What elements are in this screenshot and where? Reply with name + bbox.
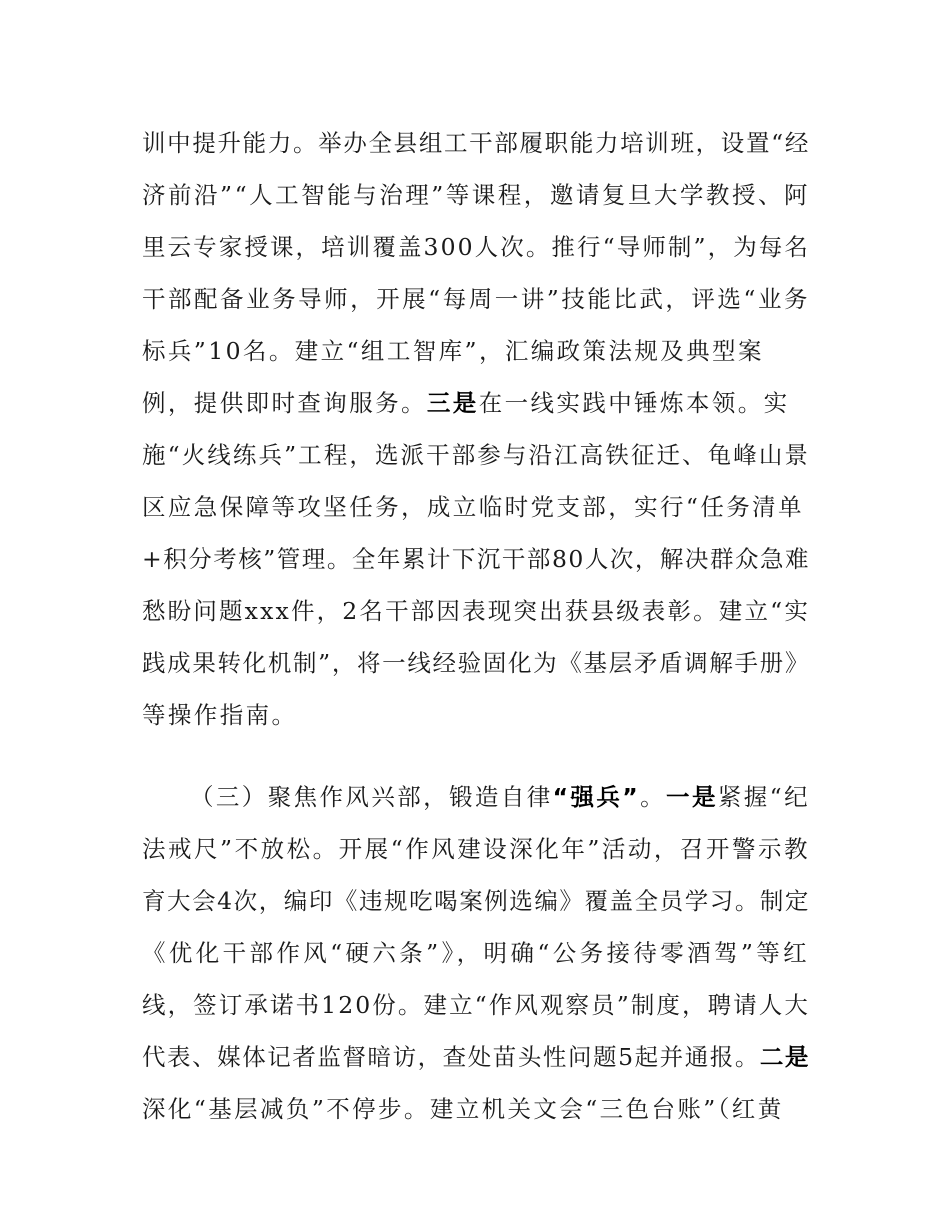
- text-segment: 育大会4次，编印《违规吃喝案例选编》覆盖全员学习。制定: [142, 887, 810, 915]
- text-line: [142, 643, 810, 683]
- text-segment: 在一线实践中锤炼本领。实: [478, 389, 790, 417]
- text-segment: 区应急保障等攻坚任务，成立临时党支部，实行“任务清单: [142, 493, 804, 521]
- bold-emphasis: 二是: [759, 1043, 810, 1071]
- text-line: [142, 881, 810, 921]
- bold-emphasis: 一是: [666, 783, 718, 811]
- text-line: [142, 695, 297, 735]
- text-line: [142, 331, 764, 371]
- text-segment: （三）聚焦作风兴部，锻造自律: [190, 783, 553, 811]
- text-line: [142, 123, 810, 163]
- text-segment: 深化“基层减负”不停步。建立机关文会“三色台账”（红黄: [142, 1095, 784, 1123]
- text-line: [142, 985, 810, 1025]
- text-line: [190, 777, 810, 817]
- text-line: [142, 435, 810, 475]
- bold-emphasis: “强兵”: [552, 783, 641, 811]
- text-line: [142, 1089, 784, 1129]
- text-line: [142, 227, 810, 267]
- text-line: [142, 829, 810, 869]
- text-segment: 施“火线练兵”工程，选派干部参与沿江高铁征迁、龟峰山景: [142, 441, 810, 469]
- text-segment: 训中提升能力。举办全县组工干部履职能力培训班，设置“经: [142, 129, 810, 157]
- text-line: [142, 1037, 810, 1077]
- text-segment: 愁盼问题xxx件，2名干部因表现突出获县级表彰。建立“实: [142, 597, 810, 625]
- text-line: [142, 591, 810, 631]
- text-segment: 代表、媒体记者监督暗访，查处苗头性问题5起并通报。: [142, 1043, 760, 1071]
- text-segment: 线，签订承诺书120份。建立“作风观察员”制度，聘请人大: [142, 991, 810, 1019]
- text-line: [142, 933, 810, 973]
- text-segment: 《优化干部作风“硬六条”》，明确“公务接待零酒驾”等红: [142, 939, 810, 967]
- text-segment: 干部配备业务导师，开展“每周一讲”技能比武，评选“业务: [142, 285, 810, 313]
- text-line: [142, 487, 804, 527]
- text-line: [142, 383, 790, 423]
- text-segment: 例，提供即时查询服务。: [142, 389, 427, 417]
- text-line: [142, 539, 810, 579]
- text-segment: 践成果转化机制”，将一线经验固化为《基层矛盾调解手册》: [142, 649, 810, 677]
- text-segment: +积分考核”管理。全年累计下沉干部80人次，解决群众急难: [142, 545, 810, 573]
- text-segment: 标兵”10名。建立“组工智库”，汇编政策法规及典型案: [142, 337, 764, 365]
- text-segment: 济前沿”“人工智能与治理”等课程，邀请复旦大学教授、阿: [142, 181, 810, 209]
- bold-emphasis: 三是: [426, 389, 479, 417]
- text-segment: 紧握“纪: [717, 783, 810, 811]
- text-segment: 等操作指南。: [142, 701, 298, 729]
- text-segment: 法戒尺”不放松。开展“作风建设深化年”活动，召开警示教: [142, 835, 810, 863]
- text-segment: 。: [640, 783, 667, 811]
- text-line: [142, 279, 810, 319]
- text-segment: 里云专家授课，培训覆盖300人次。推行“导师制”，为每名: [142, 233, 810, 261]
- text-line: [142, 175, 810, 215]
